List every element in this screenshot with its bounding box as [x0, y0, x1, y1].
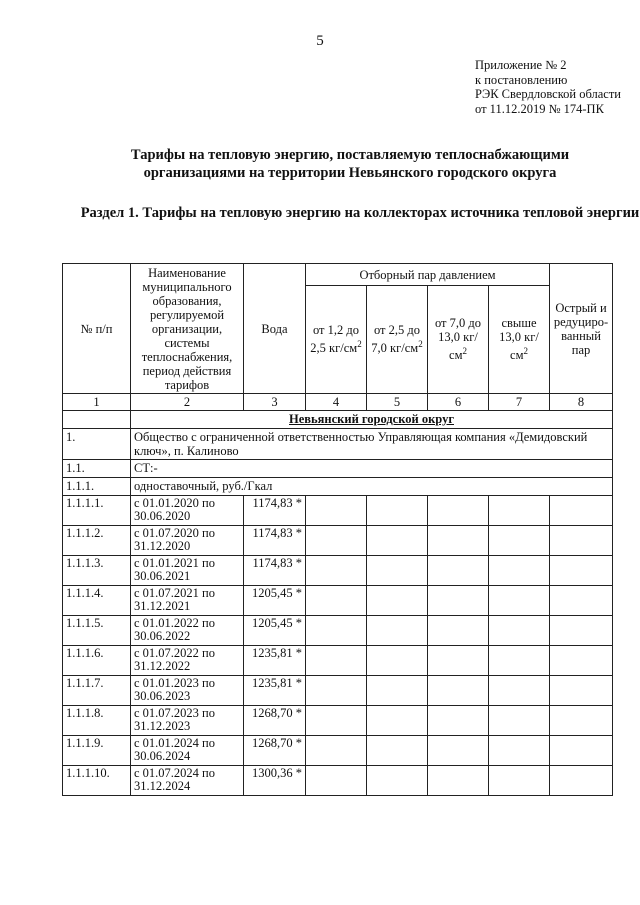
row-number: 1.1.1.10.: [63, 766, 131, 796]
col-number: 1: [63, 394, 131, 411]
row-number: 1.1.1.7.: [63, 676, 131, 706]
empty-cell: [367, 526, 428, 556]
period-cell: с 01.07.2020 по 31.12.2020: [131, 526, 244, 556]
empty-cell: [306, 526, 367, 556]
period-cell: с 01.01.2024 по 30.06.2024: [131, 736, 244, 766]
header-steam-label: от 1,2 до 2,5 кг/см: [310, 323, 360, 356]
water-tariff-cell: 1174,83 *: [244, 526, 306, 556]
empty-cell: [550, 706, 613, 736]
water-tariff-cell: 1174,83 *: [244, 556, 306, 586]
row-number: 1.1.1.4.: [63, 586, 131, 616]
empty-cell: [428, 646, 489, 676]
water-tariff-cell: 1235,81 *: [244, 646, 306, 676]
period-cell: с 01.01.2021 по 30.06.2021: [131, 556, 244, 586]
empty-cell: [489, 676, 550, 706]
rate-type: одноставочный, руб./Гкал: [131, 478, 613, 496]
water-tariff-cell: 1205,45 *: [244, 616, 306, 646]
empty-cell: [306, 676, 367, 706]
table-row: [63, 676, 613, 706]
appendix-line: РЭК Свердловской области: [475, 87, 621, 101]
document-title: Тарифы на тепловую энергию, поставляемую теплоснабжающими организациями на территории Невьянского городского округа: [130, 147, 570, 181]
tariff-table: [62, 263, 613, 796]
empty-cell: [428, 496, 489, 526]
row-number: 1.1.1.1.: [63, 496, 131, 526]
empty-cell: [428, 676, 489, 706]
empty-cell: [428, 526, 489, 556]
period-cell: с 01.07.2024 по 31.12.2024: [131, 766, 244, 796]
appendix-block: [475, 58, 621, 116]
period-cell: с 01.01.2023 по 30.06.2023: [131, 676, 244, 706]
header-steam-2-5-7: [367, 286, 428, 394]
empty-cell: [428, 586, 489, 616]
header-water: Вода: [244, 264, 306, 394]
table-row: [63, 496, 613, 526]
empty-cell: [428, 766, 489, 796]
table-row: [63, 586, 613, 616]
header-steam-over-13: [489, 286, 550, 394]
empty-cell: [489, 586, 550, 616]
empty-cell: [489, 706, 550, 736]
empty-cell: [428, 706, 489, 736]
period-cell: с 01.07.2023 по 31.12.2023: [131, 706, 244, 736]
header-steam-label: свыше 13,0 кг/см: [499, 316, 539, 363]
header-steam-label: от 2,5 до 7,0 кг/см: [371, 323, 421, 356]
row-number: 1.: [63, 429, 131, 460]
header-name: Наименование муниципального образования, регулируемой организации, системы теплоснабжения, период действия тарифов: [131, 264, 244, 394]
empty-cell: [306, 736, 367, 766]
header-steam-group: Отборный пар давлением: [306, 264, 550, 286]
empty-cell: [306, 706, 367, 736]
period-cell: с 01.01.2022 по 30.06.2022: [131, 616, 244, 646]
water-tariff-cell: 1205,45 *: [244, 586, 306, 616]
empty-cell: [428, 616, 489, 646]
empty-cell: [489, 766, 550, 796]
table-row: [63, 616, 613, 646]
row-number: 1.1.1.3.: [63, 556, 131, 586]
superscript: 2: [462, 346, 467, 357]
empty-cell: [367, 586, 428, 616]
col-number: 6: [428, 394, 489, 411]
empty-cell: [550, 496, 613, 526]
section-title: Раздел 1. Тарифы на тепловую энергию на коллекторах источника тепловой энергии: [80, 205, 640, 221]
empty-cell: [550, 526, 613, 556]
water-tariff-cell: 1268,70 *: [244, 706, 306, 736]
table-row: [63, 556, 613, 586]
empty-cell: [489, 526, 550, 556]
appendix-line: от 11.12.2019 № 174-ПК: [475, 101, 604, 116]
table-row: [63, 766, 613, 796]
col-number: 5: [367, 394, 428, 411]
heat-system: СТ:-: [131, 460, 613, 478]
organization-name: Общество с ограниченной ответственностью Управляющая компания «Демидовский ключ», п. Калиново: [131, 429, 613, 460]
row-number: 1.1.1.9.: [63, 736, 131, 766]
empty-cell: [550, 616, 613, 646]
empty-cell: [306, 496, 367, 526]
appendix-line: к постановлению: [475, 72, 568, 87]
empty-cell: [367, 706, 428, 736]
appendix-line: Приложение № 2: [475, 58, 567, 72]
row-number: 1.1.1.: [63, 478, 131, 496]
empty-cell: [367, 496, 428, 526]
row-number: 1.1.1.5.: [63, 616, 131, 646]
table-row: [63, 706, 613, 736]
blank-cell: [63, 411, 131, 429]
empty-cell: [367, 616, 428, 646]
header-steam-1-2-5: [306, 286, 367, 394]
empty-cell: [489, 556, 550, 586]
empty-cell: [367, 736, 428, 766]
header-num: № п/п: [63, 264, 131, 394]
empty-cell: [550, 556, 613, 586]
col-number: 3: [244, 394, 306, 411]
water-tariff-cell: 1300,36 *: [244, 766, 306, 796]
empty-cell: [489, 646, 550, 676]
page-number: 5: [316, 33, 324, 49]
water-tariff-cell: 1235,81 *: [244, 676, 306, 706]
header-sharp-steam: Острый и редуциро-ванный пар: [550, 264, 613, 394]
superscript: 2: [357, 339, 362, 350]
empty-cell: [550, 736, 613, 766]
municipality-row: [131, 411, 613, 429]
water-tariff-cell: 1268,70 *: [244, 736, 306, 766]
empty-cell: [428, 556, 489, 586]
empty-cell: [550, 586, 613, 616]
empty-cell: [367, 766, 428, 796]
empty-cell: [550, 766, 613, 796]
empty-cell: [306, 766, 367, 796]
empty-cell: [550, 676, 613, 706]
period-cell: с 01.07.2021 по 31.12.2021: [131, 586, 244, 616]
empty-cell: [489, 616, 550, 646]
empty-cell: [367, 646, 428, 676]
table-row: [63, 736, 613, 766]
header-steam-label: от 7,0 до 13,0 кг/см: [434, 316, 482, 363]
period-cell: с 01.01.2020 по 30.06.2020: [131, 496, 244, 526]
col-number: 7: [489, 394, 550, 411]
empty-cell: [306, 586, 367, 616]
row-number: 1.1.1.2.: [63, 526, 131, 556]
superscript: 2: [523, 346, 528, 357]
empty-cell: [306, 646, 367, 676]
col-number: 2: [131, 394, 244, 411]
table-row: [63, 646, 613, 676]
empty-cell: [306, 616, 367, 646]
row-number: 1.1.: [63, 460, 131, 478]
empty-cell: [489, 496, 550, 526]
municipality-name: Невьянский городской округ: [289, 412, 454, 426]
header-steam-7-13: [428, 286, 489, 394]
empty-cell: [428, 736, 489, 766]
row-number: 1.1.1.8.: [63, 706, 131, 736]
superscript: 2: [418, 339, 423, 350]
water-tariff-cell: 1174,83 *: [244, 496, 306, 526]
col-number: 4: [306, 394, 367, 411]
empty-cell: [489, 736, 550, 766]
row-number: 1.1.1.6.: [63, 646, 131, 676]
empty-cell: [367, 556, 428, 586]
empty-cell: [550, 646, 613, 676]
col-number: 8: [550, 394, 613, 411]
empty-cell: [367, 676, 428, 706]
period-cell: с 01.07.2022 по 31.12.2022: [131, 646, 244, 676]
empty-cell: [306, 556, 367, 586]
table-row: [63, 526, 613, 556]
